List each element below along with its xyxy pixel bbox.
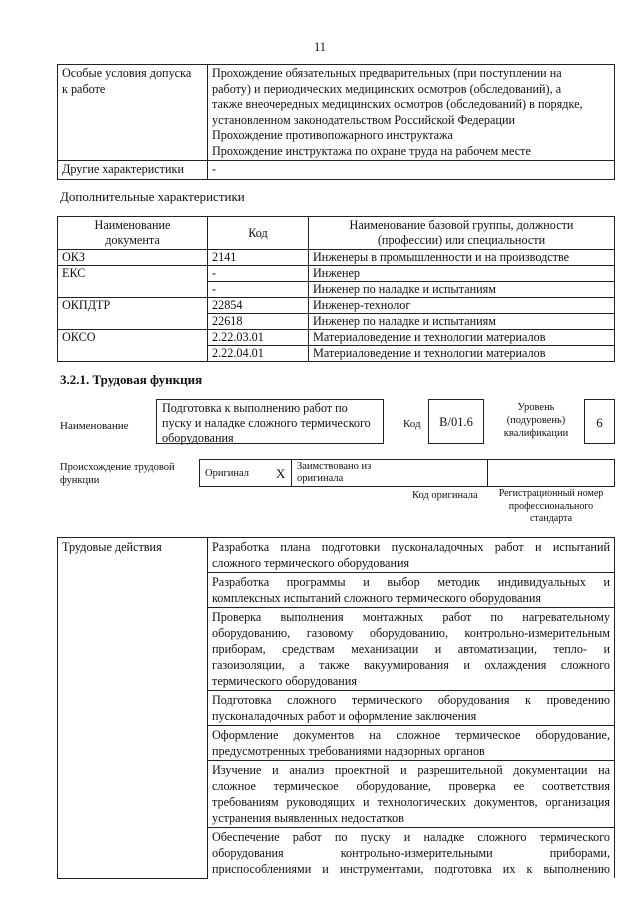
table-row: ОКЗ 2141 Инженеры в промышленности и на производстве bbox=[58, 250, 615, 266]
code-value-box: B/01.6 bbox=[428, 399, 484, 444]
action-item: Изучение и анализ проектной и разрешительной документации на сложное термическое оборудование, проверка ее соответствия требованиям руководящих и технологических документов, организация устранения выявленных недостатков bbox=[208, 761, 615, 828]
page-number: 11 bbox=[313, 40, 327, 54]
additional-table bbox=[57, 216, 615, 362]
conditions-line: работу) и периодических медицинских осмотров (обследований), а bbox=[212, 81, 562, 96]
table-row: ОКПДТР 22854 Инженер-технолог bbox=[58, 298, 615, 314]
table-row: 2.22.04.01 Материаловедение и технологии материалов bbox=[58, 346, 615, 362]
other-characteristics-label: Другие характеристики bbox=[58, 161, 208, 180]
action-item: Оформление документов на сложное термическое оборудование, предусмотренных требованиями надзорных органов bbox=[208, 726, 615, 761]
conditions-line: Прохождение инструктажа по охране труда на рабочем месте bbox=[212, 143, 531, 158]
function-heading: 3.2.1. Трудовая функция bbox=[60, 372, 203, 387]
table-header-row bbox=[58, 217, 615, 250]
additional-title: Дополнительные характеристики bbox=[60, 189, 245, 204]
table-row: 22618 Инженер по наладке и испытаниям bbox=[58, 314, 615, 330]
action-item: Разработка плана подготовки пусконаладочных работ и испытаний сложного термического оборудования bbox=[208, 538, 615, 573]
action-item: Проверка выполнения монтажных работ по нагревательному оборудованию, газовому оборудованию, контрольно-измерительным приборам, средствам механизации и автоматизации, тепло- и газоизоляции, а также вакуумирования и охлаждения сложного термического оборудования bbox=[208, 608, 615, 691]
conditions-text bbox=[208, 65, 615, 161]
function-name-box: Подготовка к выполнению работ по пуску и наладке сложного термического оборудования bbox=[156, 399, 384, 444]
actions-label: Трудовые действия bbox=[58, 538, 208, 879]
origin-label: Происхождение трудовой функции bbox=[60, 462, 175, 486]
table-row: - Инженер по наладке и испытаниям bbox=[58, 282, 615, 298]
action-item: Разработка программы и выбор методик индивидуальных и комплексных испытаний сложного термического оборудования bbox=[208, 573, 615, 608]
action-item: Подготовка сложного термического оборудования к проведению пусконаладочных работ и оформление заключения bbox=[208, 691, 615, 726]
code-original-caption: Код оригинала bbox=[412, 490, 478, 501]
code-header: Код bbox=[208, 217, 309, 250]
reg-number-cell bbox=[487, 459, 615, 487]
action-item: Обеспечение работ по пуску и наладке сложного термического оборудования контрольно-измерительными приборами, приспособлениями и инструментами, подготовка их к выполнению bbox=[208, 828, 615, 879]
conditions-line: установленном законодательством Российской Федерации bbox=[212, 112, 516, 127]
table-row: ЕКС - Инженер bbox=[58, 266, 615, 282]
conditions-label: Особые условия допуска к работе bbox=[58, 65, 208, 161]
table-row: ОКСО 2.22.03.01 Материаловедение и технологии материалов bbox=[58, 330, 615, 346]
group-header: Наименование базовой группы, должности (профессии) или специальности bbox=[309, 217, 615, 250]
doc-header: Наименование документа bbox=[58, 217, 208, 250]
level-label: Уровень (подуровень) квалификации bbox=[503, 402, 569, 439]
code-label: Код bbox=[403, 418, 421, 430]
name-label: Наименование bbox=[60, 420, 129, 432]
level-value-box: 6 bbox=[584, 399, 615, 444]
original-label: Оригинал bbox=[205, 468, 249, 479]
conditions-line: Прохождение обязательных предварительных (при поступлении на bbox=[212, 66, 562, 80]
original-mark: X bbox=[276, 466, 286, 481]
other-characteristics-value: - bbox=[208, 161, 615, 180]
reg-number-caption: Регистрационный номер профессионального стандарта bbox=[498, 488, 604, 524]
borrowed-cell: Заимствовано из оригинала bbox=[291, 459, 488, 487]
table-row bbox=[58, 538, 615, 573]
conditions-line: Прохождение противопожарного инструктажа bbox=[212, 128, 453, 142]
conditions-table bbox=[57, 64, 615, 180]
conditions-line: также внеочередных медицинских осмотров (обследований) в порядке, bbox=[212, 97, 583, 111]
actions-table bbox=[57, 537, 615, 879]
original-cell bbox=[199, 459, 292, 487]
